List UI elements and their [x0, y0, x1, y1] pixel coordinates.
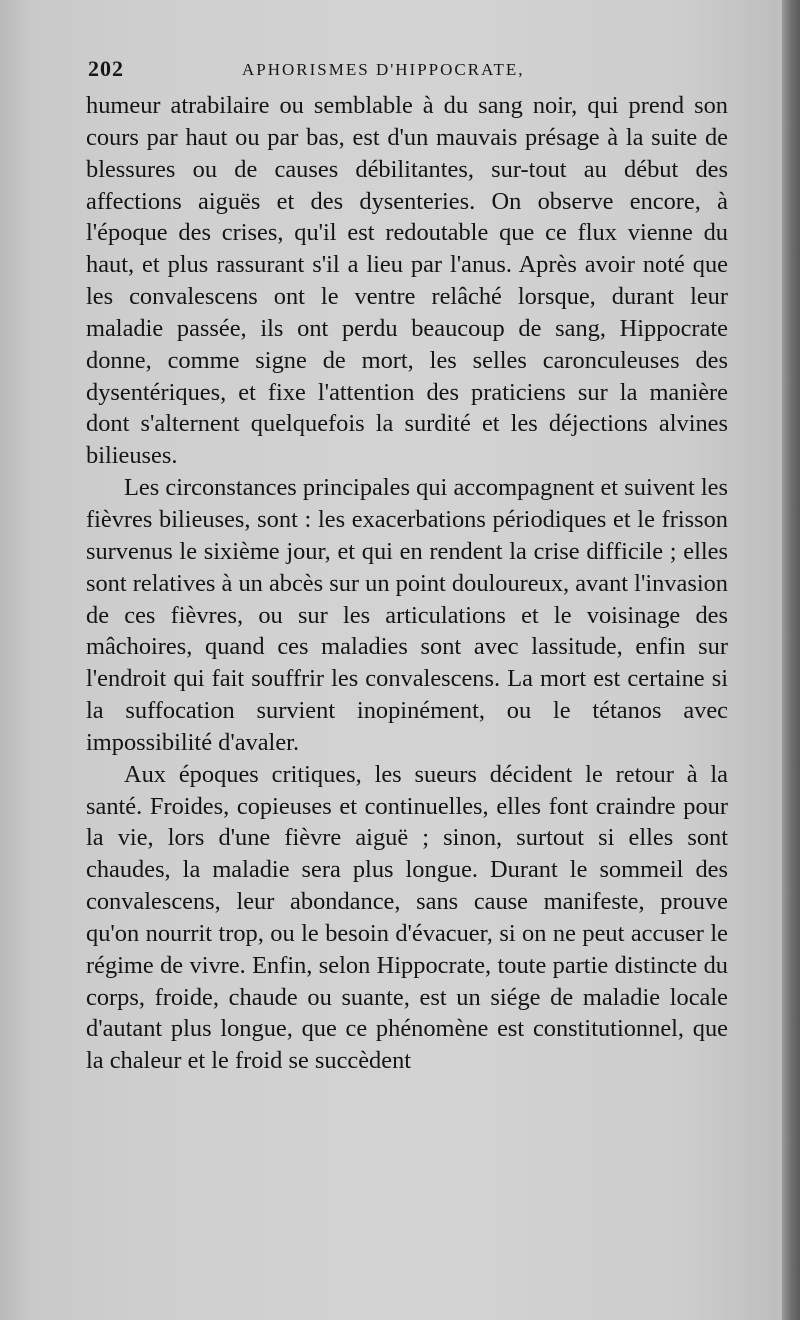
paragraph-bilious-fevers: Les circonstances principales qui accompagnent et suivent les fièvres bilieuses, sont : les exacerbations périodiques et le frisson survenus le sixième jour, et qui en rendent la crise difficile ; elles sont relatives à un abcès sur un point douloureux, avant l'invasion de ces fièvres, ou sur les articulations et le voisinage des mâchoires, quand ces maladies sont avec lassitude, enfin sur l'endroit qui fait souffrir les convalescens. La mort est certaine si la suffocation survient inopinément, ou le tétanos avec impossibilité d'avaler. — [86, 474, 728, 756]
page-edge-shadow — [782, 0, 800, 1320]
paragraph-critical-sweats: Aux époques critiques, les sueurs décident le retour à la santé. Froides, copieuses et continuelles, elles font craindre pour la vie, lors d'une fièvre aiguë ; sinon, surtout si elles sont chaudes, la maladie sera plus longue. Durant le sommeil des convalescens, leur abondance, sans cause manifeste, prouve qu'on nourrit trop, ou le besoin d'évacuer, si on ne peut accuser le régime de vivre. Enfin, selon Hippocrate, toute partie distincte du corps, froide, chaude ou suante, est un siége de maladie locale d'autant plus longue, que ce phénomène est constitutionnel, que la chaleur et le froid se succèdent — [86, 760, 728, 1075]
body-text — [86, 90, 728, 1077]
paragraph-continued: humeur atrabilaire ou semblable à du sang noir, qui prend son cours par haut ou par bas, est d'un mauvais présage à la suite de blessures ou de causes débilitantes, sur-tout au début des affections aiguës et des dysenteries. On observe encore, à l'époque des crises, qu'il est redoutable que ce flux vienne du haut, et plus rassurant s'il a lieu par l'anus. Après avoir noté que les convalescens ont le ventre relâché lorsque, durant leur maladie passée, ils ont perdu beaucoup de sang, Hippocrate donne, comme signe de mort, les selles caronculeuses des dysentériques, et fixe l'attention des praticiens sur la manière dont s'alternent quelquefois la surdité et les déjections alvines bilieuses. — [86, 92, 728, 470]
running-head — [88, 56, 728, 90]
page-number: 202 — [88, 56, 124, 81]
running-title: APHORISMES D'HIPPOCRATE, — [242, 60, 525, 79]
